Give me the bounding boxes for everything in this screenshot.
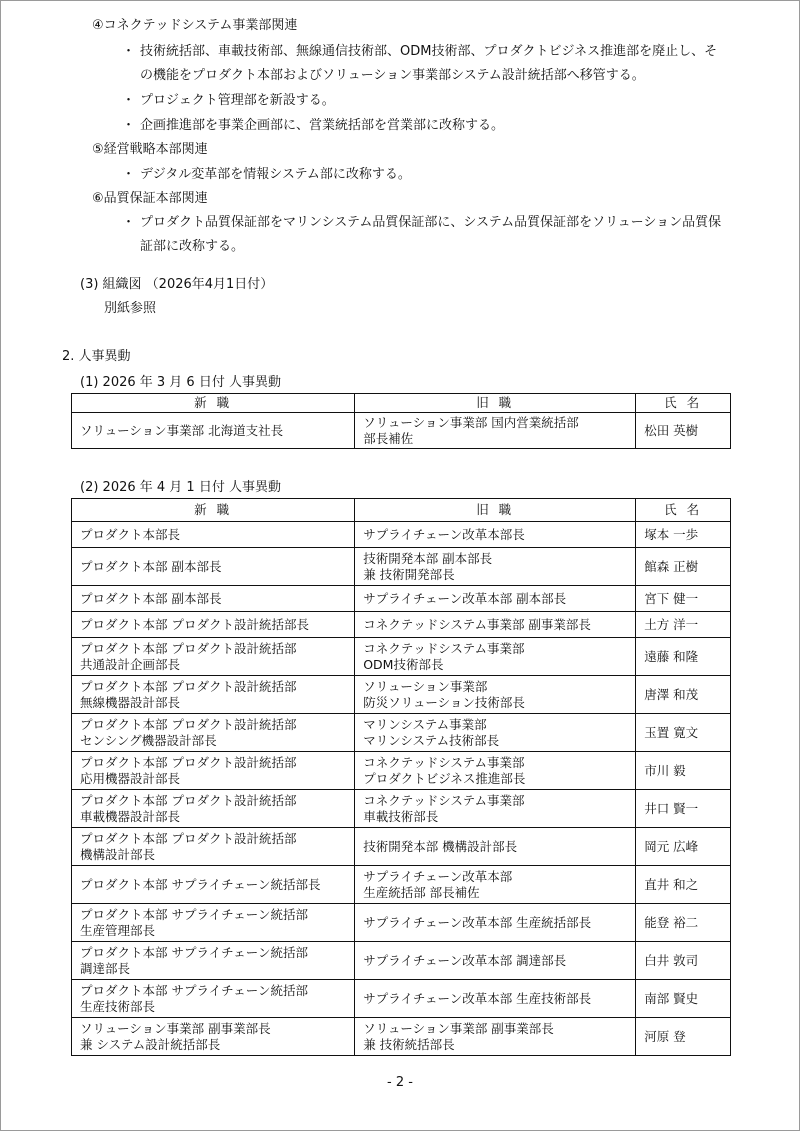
cell-line: プロダクト本部 副本部長: [80, 590, 222, 606]
person-name-cell: 井口 賢一: [636, 790, 731, 828]
cell-line: 技術開発本部 機構設計部長: [363, 838, 518, 854]
cell-line: 無線機器設計部長: [80, 694, 181, 710]
list-item-line: の機能をプロダクト本部およびソリューション事業部システム設計統括部へ移管する。: [140, 68, 645, 83]
old-post-cell: [355, 638, 636, 676]
list-item-line: 証部に改称する。: [140, 239, 245, 254]
cell-line: コネクテッドシステム事業部: [363, 640, 525, 656]
cell-line: 防災ソリューション技術部長: [363, 694, 525, 710]
old-post-cell: [355, 522, 636, 548]
list-item-line: デジタル変革部を情報システム部に改称する。: [140, 167, 411, 182]
cell-line: 調達部長: [80, 960, 131, 976]
table-row: [72, 866, 731, 904]
cell-line: プロダクト本部 サプライチェーン統括部: [80, 982, 308, 998]
table-row: [72, 586, 731, 612]
person-name-cell: 唐澤 和茂: [636, 676, 731, 714]
person-name-cell: 塚本 一歩: [636, 522, 731, 548]
new-post-cell: [72, 942, 355, 980]
cell-line: 部長補佐: [363, 430, 414, 446]
cell-line: 機構設計部長: [80, 846, 156, 862]
bullet-mark: ・: [122, 93, 136, 108]
table-row: [72, 676, 731, 714]
new-post-cell: [72, 676, 355, 714]
person-name-cell: 宮下 健一: [636, 586, 731, 612]
cell-line: 共通設計企画部長: [80, 656, 181, 672]
cell-line: ソリューション事業部 副事業部長: [80, 1020, 271, 1036]
table-row: [72, 790, 731, 828]
cell-line: 車載機器設計部長: [80, 808, 181, 824]
old-post-cell: [355, 752, 636, 790]
section-5-heading: ⑤経営戦略本部関連: [92, 142, 208, 157]
new-post-cell: [72, 638, 355, 676]
old-post-cell: [355, 942, 636, 980]
cell-line: サプライチェーン改革本部 調達部長: [363, 952, 567, 968]
cell-line: ソリューション事業部 国内営業統括部: [363, 414, 579, 430]
old-post-cell: [355, 904, 636, 942]
person-name-cell: 河原 登: [636, 1018, 731, 1056]
table-row: [72, 612, 731, 638]
personnel-table-1: [71, 393, 731, 449]
cell-line: コネクテッドシステム事業部: [363, 754, 525, 770]
table-row: [72, 904, 731, 942]
cell-line: サプライチェーン改革本部 副本部長: [363, 590, 567, 606]
table-row: [72, 522, 731, 548]
table-row: [72, 980, 731, 1018]
cell-line: プロダクト本部 プロダクト設計統括部: [80, 792, 297, 808]
cell-line: プロダクト本部 プロダクト設計統括部長: [80, 616, 309, 632]
table2-caption: (2) 2026 年 4 月 1 日付 人事異動: [80, 480, 281, 495]
list-item-line: プロジェクト管理部を新設する。: [140, 93, 335, 108]
cell-line: プロダクト本部 サプライチェーン統括部: [80, 944, 308, 960]
cell-line: コネクテッドシステム事業部 副事業部長: [363, 616, 591, 632]
org-chart-note: 別紙参照: [104, 301, 157, 316]
new-post-cell: [72, 866, 355, 904]
table-row: [72, 828, 731, 866]
person-name-cell: 玉置 寛文: [636, 714, 731, 752]
section-4-heading: ④コネクテッドシステム事業部関連: [92, 18, 298, 33]
old-post-cell: [355, 586, 636, 612]
table-row: [72, 942, 731, 980]
old-post-cell: [355, 828, 636, 866]
person-name-cell: 遠藤 和隆: [636, 638, 731, 676]
old-post-cell: [355, 612, 636, 638]
page-number: - 2 -: [387, 1075, 413, 1090]
cell-line: サプライチェーン改革本部 生産技術部長: [363, 990, 592, 1006]
new-post-cell: [72, 612, 355, 638]
new-post-cell: [72, 752, 355, 790]
old-post-cell: [355, 714, 636, 752]
old-post-cell: [355, 413, 636, 449]
person-name-cell: 市川 毅: [636, 752, 731, 790]
cell-line: プロダクト本部 プロダクト設計統括部: [80, 640, 297, 656]
cell-line: 生産統括部 部長補佐: [363, 884, 480, 900]
header-name: 氏 名: [636, 394, 731, 413]
cell-line: 兼 システム設計統括部長: [80, 1036, 221, 1052]
person-name-cell: 白井 敦司: [636, 942, 731, 980]
list-item-line: 企画推進部を事業企画部に、営業統括部を営業部に改称する。: [140, 118, 505, 133]
new-post-cell: [72, 904, 355, 942]
cell-line: 兼 技術開発部長: [363, 566, 455, 582]
person-name-cell: 館森 正樹: [636, 548, 731, 586]
cell-line: 兼 技術統括部長: [363, 1036, 455, 1052]
person-name-cell: 直井 和之: [636, 866, 731, 904]
cell-line: プロダクト本部 副本部長: [80, 558, 222, 574]
bullet-mark: ・: [122, 215, 136, 230]
personnel-table-2: [71, 498, 731, 1056]
person-name-cell: 土方 洋一: [636, 612, 731, 638]
cell-line: マリンシステム技術部長: [363, 732, 500, 748]
cell-line: プロダクトビジネス推進部長: [363, 770, 526, 786]
new-post-cell: [72, 413, 355, 449]
org-chart-heading: (3) 組織図 （2026年4月1日付）: [80, 277, 274, 292]
table-row: [72, 752, 731, 790]
old-post-cell: [355, 866, 636, 904]
cell-line: コネクテッドシステム事業部: [363, 792, 525, 808]
cell-line: プロダクト本部 プロダクト設計統括部: [80, 754, 297, 770]
table-row: [72, 548, 731, 586]
old-post-cell: [355, 790, 636, 828]
table-row: [72, 413, 731, 449]
cell-line: 車載技術部長: [363, 808, 439, 824]
cell-line: プロダクト本部 サプライチェーン統括部: [80, 906, 308, 922]
cell-line: プロダクト本部 プロダクト設計統括部: [80, 678, 297, 694]
cell-line: ソリューション事業部: [363, 678, 488, 694]
cell-line: 技術開発本部 副本部長: [363, 550, 493, 566]
cell-line: 応用機器設計部長: [80, 770, 181, 786]
new-post-cell: [72, 828, 355, 866]
new-post-cell: [72, 980, 355, 1018]
cell-line: ODM技術部長: [363, 656, 444, 672]
bullet-mark: ・: [122, 167, 136, 182]
person-name-cell: 能登 裕二: [636, 904, 731, 942]
cell-line: サプライチェーン改革本部: [363, 868, 513, 884]
old-post-cell: [355, 548, 636, 586]
table1-caption: (1) 2026 年 3 月 6 日付 人事異動: [80, 375, 281, 390]
cell-line: マリンシステム事業部: [363, 716, 487, 732]
header-name: 氏 名: [636, 499, 731, 522]
bullet-mark: ・: [122, 118, 136, 133]
cell-line: センシング機器設計部長: [80, 732, 217, 748]
section-6-heading: ⑥品質保証本部関連: [92, 191, 208, 206]
new-post-cell: [72, 1018, 355, 1056]
cell-line: サプライチェーン改革本部長: [363, 526, 525, 542]
new-post-cell: [72, 586, 355, 612]
cell-line: プロダクト本部 プロダクト設計統括部: [80, 716, 297, 732]
table-row: [72, 1018, 731, 1056]
cell-line: プロダクト本部 サプライチェーン統括部長: [80, 876, 321, 892]
cell-line: ソリューション事業部 副事業部長: [363, 1020, 554, 1036]
cell-line: 生産管理部長: [80, 922, 156, 938]
old-post-cell: [355, 1018, 636, 1056]
header-old-post: 旧 職: [355, 394, 636, 413]
new-post-cell: [72, 714, 355, 752]
personnel-heading: 2. 人事異動: [62, 349, 131, 364]
list-item-line: プロダクト品質保証部をマリンシステム品質保証部に、システム品質保証部をソリューション品質保: [140, 215, 722, 230]
header-old-post: 旧 職: [355, 499, 636, 522]
cell-line: ソリューション事業部 北海道支社長: [80, 422, 284, 438]
old-post-cell: [355, 676, 636, 714]
person-name-cell: 南部 賢史: [636, 980, 731, 1018]
new-post-cell: [72, 548, 355, 586]
table-row: [72, 714, 731, 752]
new-post-cell: [72, 790, 355, 828]
cell-line: サプライチェーン改革本部 生産統括部長: [363, 914, 592, 930]
list-item-line: 技術統括部、車載技術部、無線通信技術部、ODM技術部、プロダクトビジネス推進部を廃止し、そ: [140, 44, 718, 59]
cell-line: プロダクト本部長: [80, 526, 181, 542]
header-new-post: 新 職: [72, 499, 355, 522]
cell-line: 生産技術部長: [80, 998, 156, 1014]
table-row: [72, 638, 731, 676]
cell-line: プロダクト本部 プロダクト設計統括部: [80, 830, 297, 846]
bullet-mark: ・: [122, 44, 136, 59]
header-new-post: 新 職: [72, 394, 355, 413]
old-post-cell: [355, 980, 636, 1018]
person-name-cell: 松田 英樹: [636, 413, 731, 449]
person-name-cell: 岡元 広峰: [636, 828, 731, 866]
new-post-cell: [72, 522, 355, 548]
